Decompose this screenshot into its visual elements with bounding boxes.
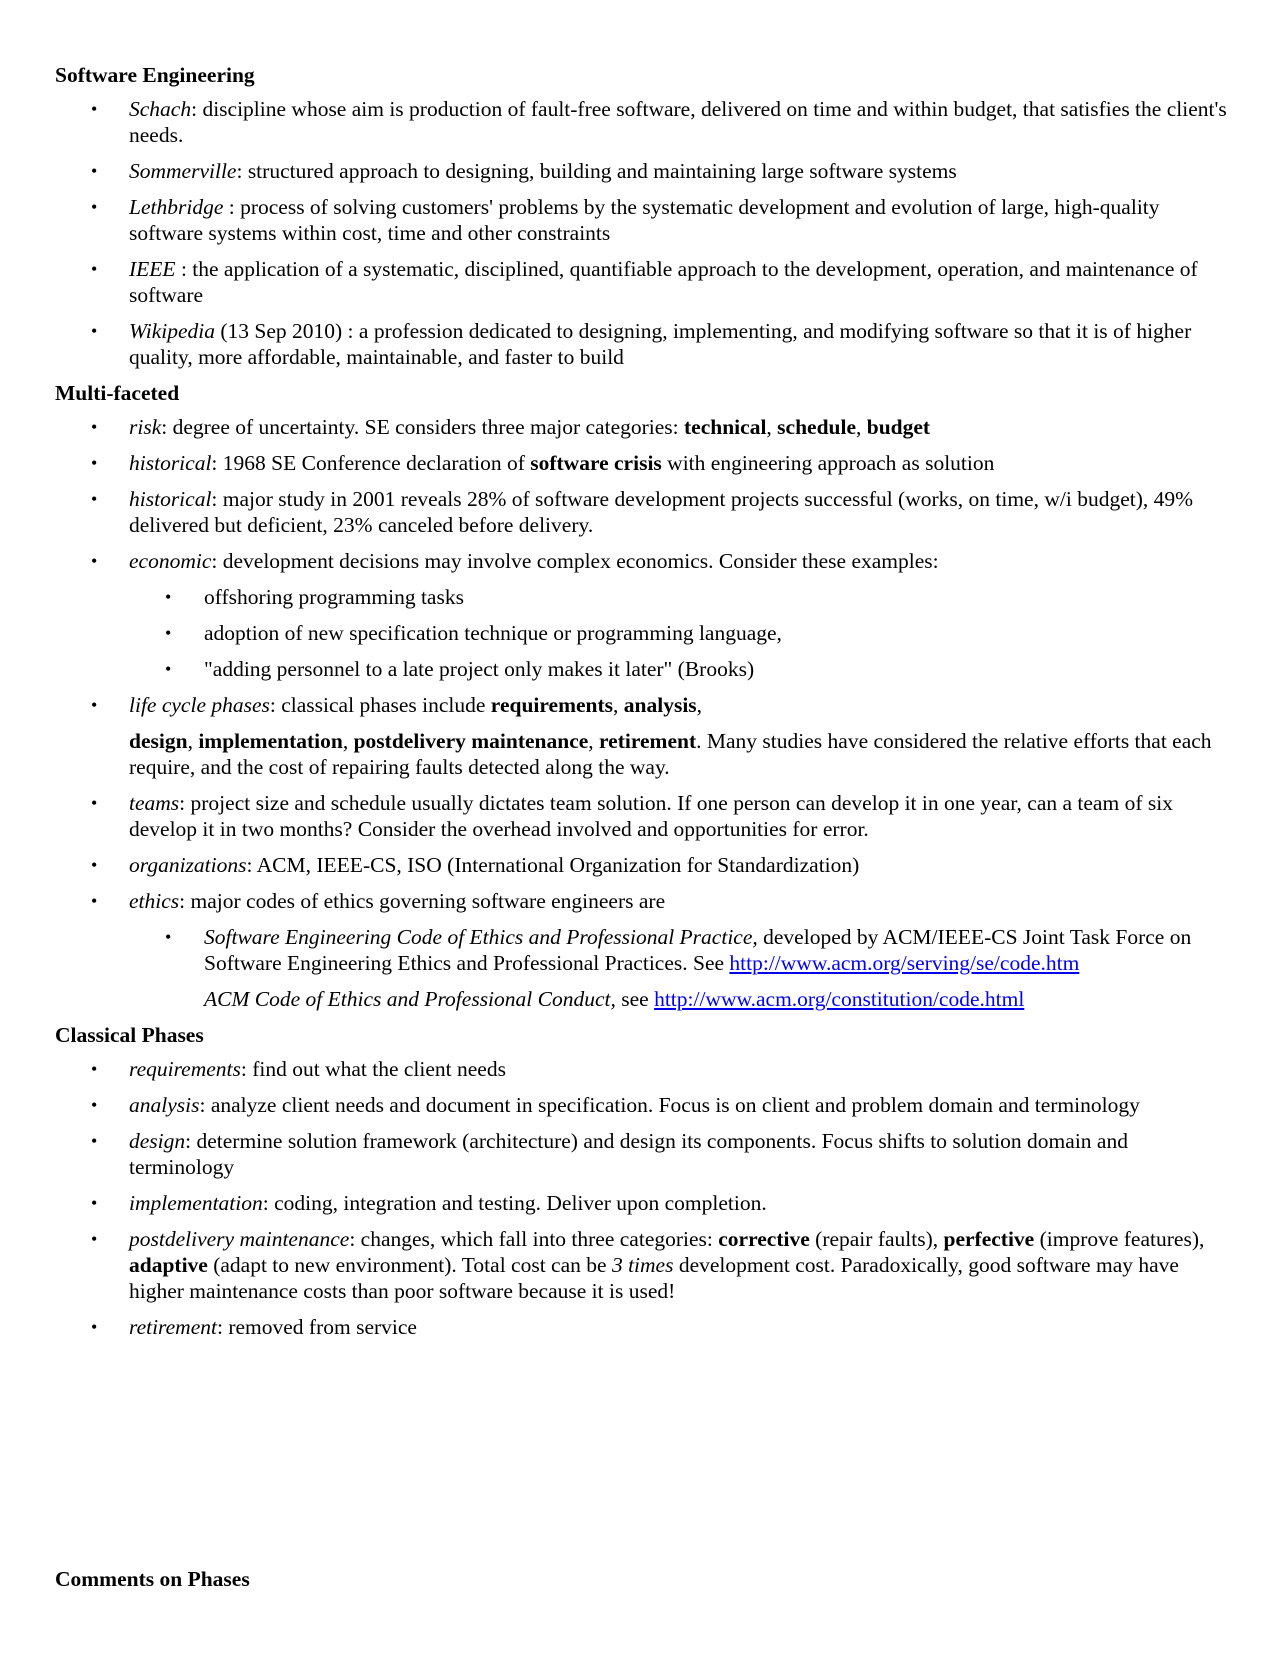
list-item: • historical: 1968 SE Conference declaration of software crisis with engineering approach as solution <box>91 451 995 475</box>
list-item: • Lethbridge : process of solving customers' problems by the systematic development and evolution of large, high-quality software systems within cost, time and other constraints <box>91 195 1160 245</box>
heading-comments-on-phases: Comments on Phases <box>55 1567 250 1591</box>
list-item: • risk: degree of uncertainty. SE considers three major categories: technical, schedule, budget <box>91 415 931 439</box>
se-definitions-list <box>55 96 1235 370</box>
list-item: • IEEE : the application of a systematic, disciplined, quantifiable approach to the development, operation, and maintenance of software <box>91 257 1198 307</box>
acm-constitution-code-link[interactable]: http://www.acm.org/constitution/code.html <box>654 987 1025 1011</box>
acm-se-code-link[interactable]: http://www.acm.org/serving/se/code.htm <box>729 951 1080 975</box>
list-item: • Sommerville: structured approach to designing, building and maintaining large software systems <box>91 159 957 183</box>
heading-classical-phases: Classical Phases <box>55 1023 204 1047</box>
heading-software-engineering: Software Engineering <box>55 63 255 87</box>
list-item: • organizations: ACM, IEEE-CS, ISO (International Organization for Standardization) <box>91 853 860 877</box>
list-item: • Wikipedia (13 Sep 2010) : a profession dedicated to designing, implementing, and modifying software so that it is of higher quality, more affordable, maintainable, and faster to build <box>91 319 1192 369</box>
sub-list-item: • Software Engineering Code of Ethics and Professional Practice, developed by ACM/IEEE-CS Joint Task Force on Software Engineering Ethics and Professional Practices. See http://www.acm.org/serving/se/code.htm <box>165 925 1192 975</box>
list-item-continuation: design, implementation, postdelivery maintenance, retirement. Many studies have considered the relative efforts that each require, and the cost of repairing faults detected along the way. <box>129 729 1212 779</box>
list-item: • life cycle phases: classical phases include requirements, analysis, <box>91 693 703 717</box>
multi-faceted-list <box>55 414 1235 1012</box>
list-item: • retirement: removed from service <box>91 1315 417 1339</box>
list-item: • postdelivery maintenance: changes, which fall into three categories: corrective (repair faults), perfective (improve features), adaptive (adapt to new environment). Total cost can be 3 times development cost. Paradoxically, good software may have higher maintenance costs than poor software because it is used! <box>91 1227 1205 1303</box>
list-item: • economic: development decisions may involve complex economics. Consider these examples: <box>91 549 939 573</box>
list-item: • analysis: analyze client needs and document in specification. Focus is on client and problem domain and terminology <box>91 1093 1140 1117</box>
list-item: • Schach: discipline whose aim is production of fault-free software, delivered on time and within budget, that satisfies the client's needs. <box>91 97 1227 147</box>
sub-list-item: • offshoring programming tasks <box>165 585 464 609</box>
document-page <box>55 62 1235 1340</box>
list-item: • ethics: major codes of ethics governing software engineers are <box>91 889 666 913</box>
sub-list-item-continuation: ACM Code of Ethics and Professional Conduct, see http://www.acm.org/constitution/code.html <box>204 987 1025 1011</box>
classical-phases-list <box>55 1056 1235 1340</box>
list-item: • historical: major study in 2001 reveals 28% of software development projects successful (works, on time, w/i budget), 49% delivered but deficient, 23% canceled before delivery. <box>91 487 1194 537</box>
heading-multi-faceted: Multi-faceted <box>55 381 180 405</box>
sub-list-item: • adoption of new specification technique or programming language, <box>165 621 782 645</box>
list-item: • teams: project size and schedule usually dictates team solution. If one person can develop it in one year, can a team of six develop it in two months? Consider the overhead involved and opportunities for error. <box>91 791 1173 841</box>
list-item: • requirements: find out what the client needs <box>91 1057 506 1081</box>
list-item: • implementation: coding, integration and testing. Deliver upon completion. <box>91 1191 767 1215</box>
sub-list-item: • "adding personnel to a late project only makes it later" (Brooks) <box>165 657 755 681</box>
list-item: • design: determine solution framework (architecture) and design its components. Focus shifts to solution domain and terminology <box>91 1129 1128 1179</box>
